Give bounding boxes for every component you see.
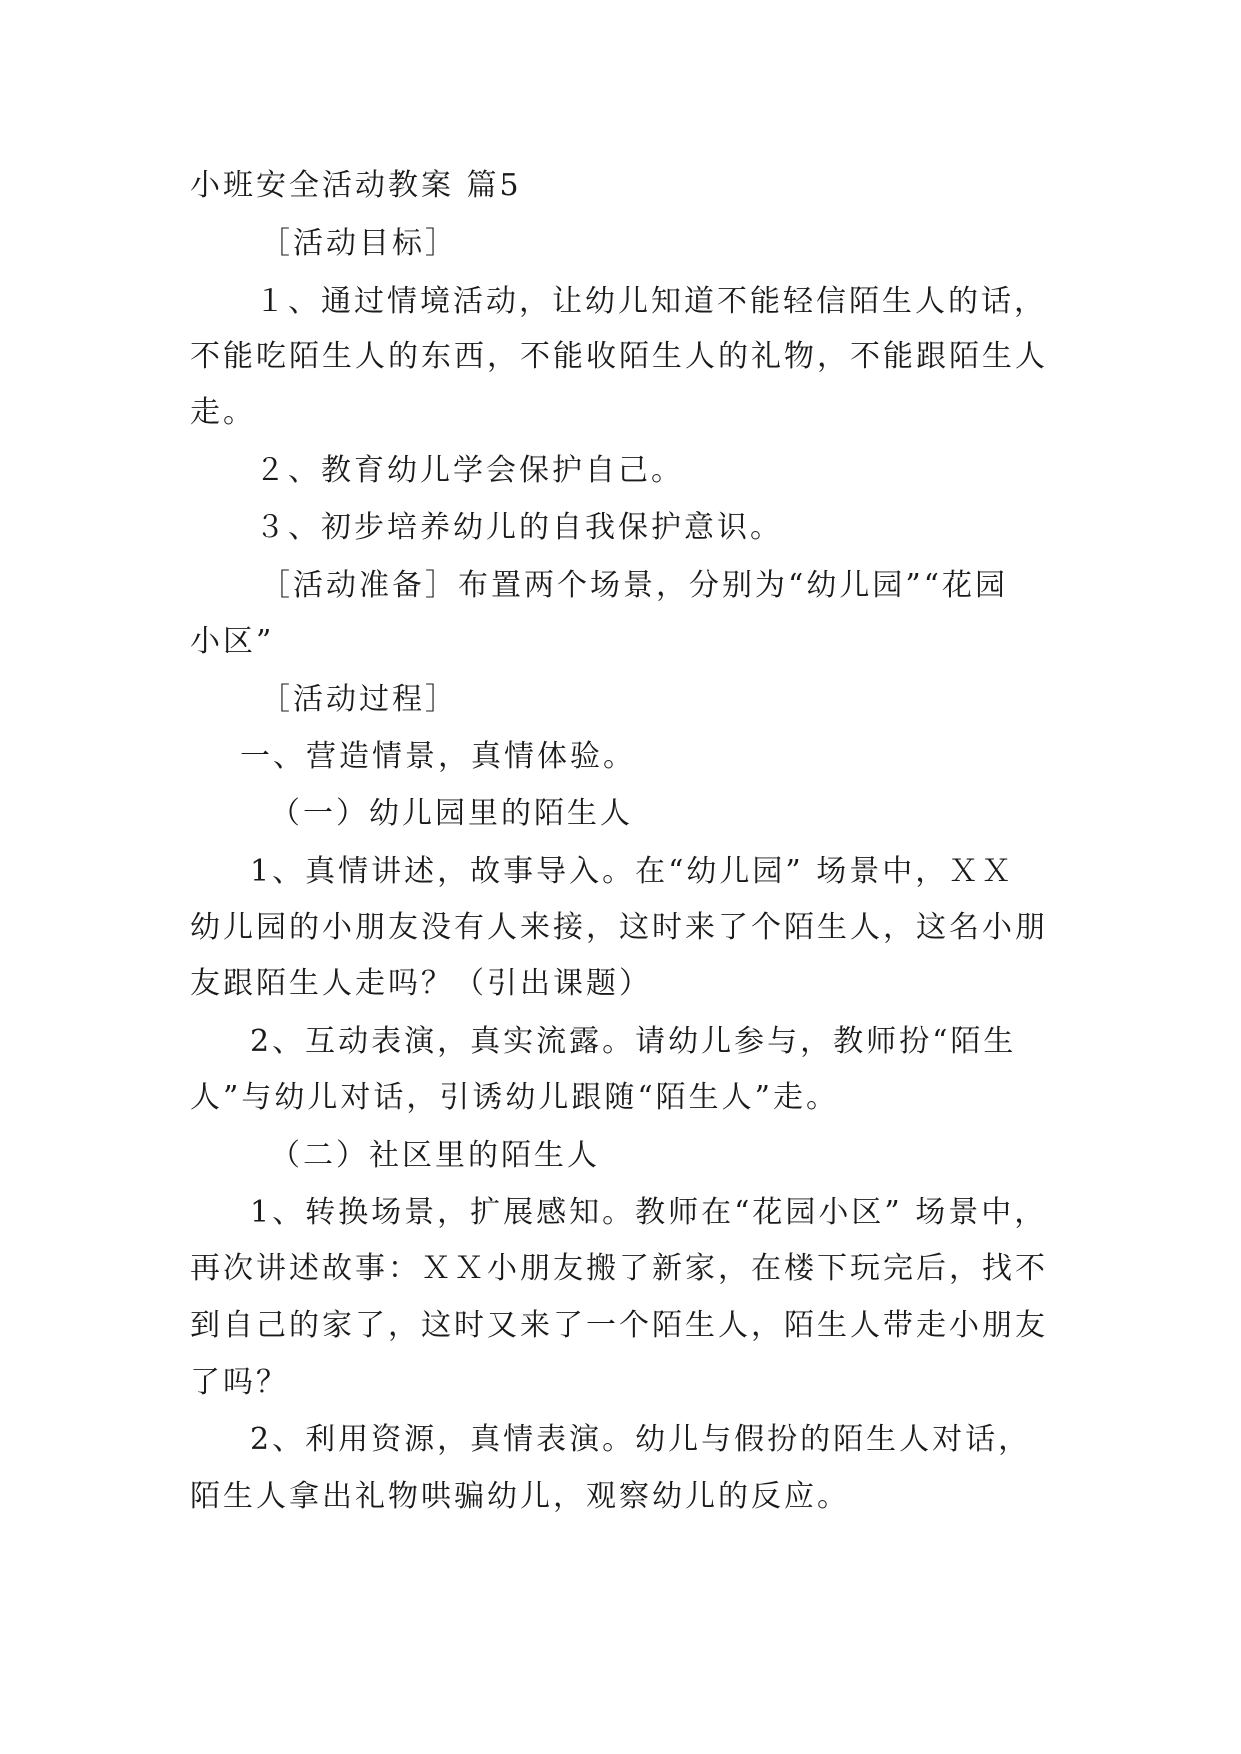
paragraph-line: 到自己的家了，这时又来了一个陌生人，陌生人带走小朋友 (190, 1308, 1048, 1343)
paragraph-line: ３、初步培养幼儿的自我保护意识。 (255, 510, 783, 545)
paragraph-line: 友跟陌生人走吗？（引出课题） (190, 966, 652, 1001)
paragraph-line: 走。 (190, 395, 256, 430)
section-heading-prep: ［活动准备］布置两个场景，分别为“幼儿园”“花园 (260, 568, 1009, 603)
paragraph-line: １、通过情境活动，让幼儿知道不能轻信陌生人的话， (255, 284, 1047, 319)
paragraph-line: 了吗？ (190, 1365, 289, 1400)
paragraph-line: 小区” (190, 624, 275, 659)
paragraph-line: 再次讲述故事：ＸＸ小朋友搬了新家，在楼下玩完后，找不 (190, 1251, 1048, 1286)
section-heading-process: ［活动过程］ (260, 682, 458, 717)
paragraph-line: 2、互动表演，真实流露。请幼儿参与，教师扮“陌生 (250, 1024, 1017, 1059)
subsection-heading: （二）社区里的陌生人 (270, 1138, 600, 1173)
paragraph-line: 幼儿园的小朋友没有人来接，这时来了个陌生人，这名小朋 (190, 910, 1048, 945)
paragraph-line: 1、真情讲述，故事导入。在“幼儿园” 场景中，ＸＸ (250, 854, 1015, 889)
document-title: 小班安全活动教案 篇5 (190, 168, 522, 203)
paragraph-line: 2、利用资源，真情表演。幼儿与假扮的陌生人对话， (250, 1422, 1032, 1457)
paragraph-line: 不能吃陌生人的东西，不能收陌生人的礼物，不能跟陌生人 (190, 339, 1048, 374)
paragraph-line: 1、转换场景，扩展感知。教师在“花园小区” 场景中， (250, 1195, 1048, 1230)
paragraph-line: ２、教育幼儿学会保护自己。 (255, 453, 684, 488)
paragraph-line: 人”与幼儿对话，引诱幼儿跟随“陌生人”走。 (190, 1080, 840, 1115)
paragraph-line: 陌生人拿出礼物哄骗幼儿，观察幼儿的反应。 (190, 1479, 850, 1514)
section-heading-goals: ［活动目标］ (260, 226, 458, 261)
subsection-heading: （一）幼儿园里的陌生人 (270, 796, 633, 831)
subsection-heading: 一、营造情景，真情体验。 (240, 739, 636, 774)
